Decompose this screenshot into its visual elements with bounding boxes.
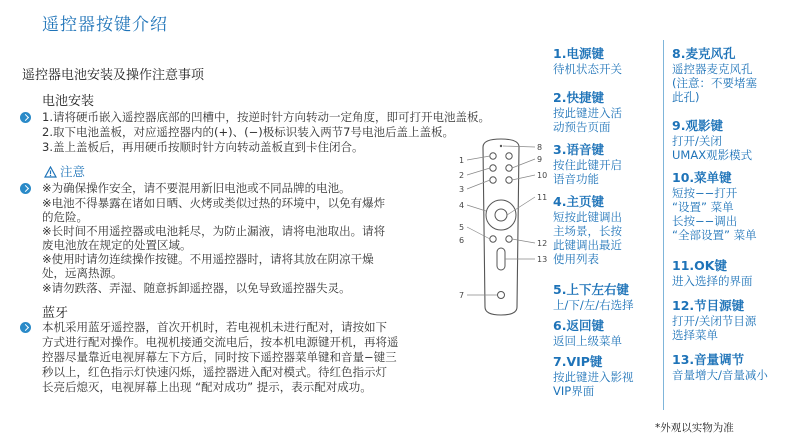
key-item: 13.音量调节 音量增大/音量减小 bbox=[672, 352, 768, 382]
bluetooth-line: 方式进行配对操作。电视机接通交流电后，按本机电源键开机，再将遥 bbox=[42, 335, 399, 349]
arrow-bullet-icon bbox=[20, 183, 31, 194]
viewing-button bbox=[506, 165, 512, 171]
battery-line: 2.取下电池盖板，对应遥控器内的(+)、(−)极标识装入两节7号电池后盖上盖板。 bbox=[42, 125, 455, 139]
remote-callout: 10 bbox=[537, 171, 548, 180]
remote-body bbox=[483, 139, 519, 315]
caution-line: 处，远离热源。 bbox=[42, 266, 123, 280]
remote-callout: 13 bbox=[537, 255, 548, 264]
volume-rocker bbox=[497, 248, 505, 270]
caution-line: ※请勿跌落、弄湿、随意拆卸遥控器，以免导致遥控器失灵。 bbox=[42, 281, 351, 295]
battery-heading: 电池安装 bbox=[42, 94, 95, 109]
remote-callout: 8 bbox=[537, 143, 543, 152]
key-item: 3.语音键 按住此键开启 语音功能 bbox=[553, 142, 622, 186]
caution-line: ※使用时请勿连续操作按键。不用遥控器时，请将其放在阴凉干燥 bbox=[42, 252, 374, 266]
arrow-bullet-icon bbox=[20, 322, 31, 333]
key-item: 4.主页键 短按此键调出 主场景，长按 此键调出最近 使用列表 bbox=[553, 194, 622, 266]
remote-callout: 12 bbox=[537, 239, 548, 248]
key-item: 5.上下左右键 上/下/左/右选择 bbox=[553, 282, 634, 312]
bluetooth-line: 长亮后熄灭，电视屏幕上出现 “配对成功” 提示，表示配对成功。 bbox=[42, 380, 372, 394]
key-item: 11.OK键 进入选择的界面 bbox=[672, 258, 753, 288]
remote-callout: 2 bbox=[459, 171, 465, 180]
column-divider bbox=[663, 40, 664, 410]
remote-callout: 7 bbox=[459, 291, 465, 300]
back-button bbox=[490, 236, 496, 242]
menu-button bbox=[506, 177, 512, 183]
voice-button bbox=[490, 165, 496, 171]
key-item: 7.VIP键 按此键进入影视 VIP界面 bbox=[553, 354, 634, 398]
arrow-bullet-icon bbox=[20, 112, 31, 123]
remote-callout: 6 bbox=[459, 236, 465, 245]
caution-line: 的危险。 bbox=[42, 210, 88, 224]
remote-callout: 1 bbox=[459, 156, 465, 165]
key-item: 10.菜单键 短按−−打开 “设置” 菜单 长按−−调出 “全部设置” 菜单 bbox=[672, 170, 757, 242]
caution-line: 废电池放在规定的处置区域。 bbox=[42, 238, 192, 252]
remote-diagram bbox=[455, 135, 555, 320]
caution-line: ※电池不得暴露在诸如日晒、火烤或类似过热的环境中，以免有爆炸 bbox=[42, 196, 386, 210]
bluetooth-line: 控器尽量靠近电视屏幕左下方后，同时按下遥控器菜单键和音量−键三 bbox=[42, 350, 397, 364]
microphone-hole bbox=[500, 145, 502, 147]
power-button bbox=[490, 153, 496, 159]
bluetooth-line: 本机采用蓝牙遥控器，首次开机时，若电视机未进行配对，请按如下 bbox=[42, 320, 387, 334]
battery-line: 3.盖上盖板后，再用硬币按顺时针方向转动盖板直到卡住闭合。 bbox=[42, 140, 364, 154]
key-item: 8.麦克风孔 遥控器麦克风孔 (注意：不要堵塞 此孔) bbox=[672, 46, 757, 104]
dpad-ring bbox=[486, 200, 516, 230]
key-item: 6.返回键 返回上级菜单 bbox=[553, 318, 622, 348]
footnote: *外观以实物为准 bbox=[655, 422, 734, 434]
battery-line: 1.请将硬币嵌入遥控器底部的凹槽中，按逆时针方向转动一定角度，即可打开电池盖板。 bbox=[42, 110, 490, 124]
remote-callout: 5 bbox=[459, 223, 465, 232]
remote-callout: 4 bbox=[459, 201, 465, 210]
quick-button bbox=[506, 153, 512, 159]
ok-button bbox=[495, 209, 507, 221]
section-subtitle: 遥控器电池安装及操作注意事项 bbox=[22, 68, 205, 83]
caution-line: ※长时间不用遥控器或电池耗尽，为防止漏液，请将电池取出。请将 bbox=[42, 224, 386, 238]
remote-callout: 9 bbox=[537, 155, 543, 164]
page-title: 遥控器按键介绍 bbox=[42, 15, 168, 35]
vip-button bbox=[498, 292, 505, 299]
warning-icon bbox=[44, 166, 57, 178]
key-item: 2.快捷键 按此键进入活 动预告页面 bbox=[553, 90, 622, 134]
caution-line: ※为确保操作安全，请不要混用新旧电池或不同品牌的电池。 bbox=[42, 181, 351, 195]
remote-callout: 3 bbox=[459, 185, 465, 194]
key-item: 9.观影键 打开/关闭 UMAX观影模式 bbox=[672, 118, 753, 162]
remote-callout: 11 bbox=[537, 193, 548, 202]
key-item: 12.节目源键 打开/关闭节目源 选择菜单 bbox=[672, 298, 757, 342]
bluetooth-heading: 蓝牙 bbox=[42, 306, 69, 321]
source-button bbox=[506, 236, 512, 242]
home-button bbox=[490, 177, 496, 183]
key-item: 1.电源键 待机状态开关 bbox=[553, 46, 622, 76]
caution-heading: 注意 bbox=[44, 162, 85, 180]
bluetooth-line: 秒以上，红色指示灯快速闪烁，遥控器进入配对模式。待红色指示灯 bbox=[42, 365, 387, 379]
